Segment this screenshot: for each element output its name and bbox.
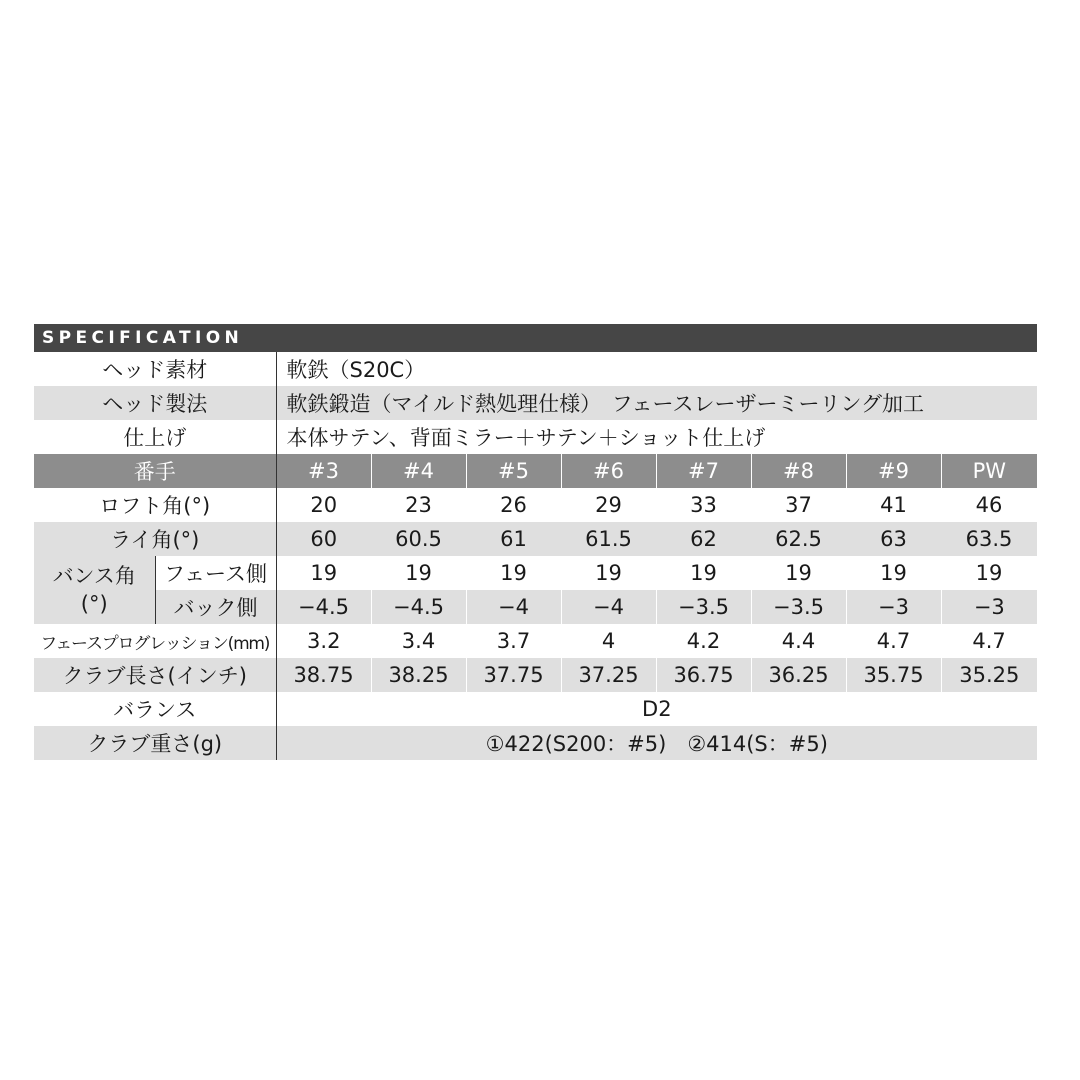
lie-cell: 61 [466,522,561,556]
value-finish: 本体サテン、背面ミラー＋サテン＋ショット仕上げ [286,426,766,450]
col-header: #9 [846,454,941,488]
progression-cell: 3.7 [496,629,531,653]
length-cell: 37.75 [466,658,561,692]
loft-cell: 29 [595,493,622,517]
bounce-back-cell: −4.5 [276,590,371,624]
label-bounce-line2: (°) [80,592,108,616]
label-finish: 仕上げ [34,420,276,454]
row-balance [34,692,1037,726]
row-length [34,658,1037,692]
row-bounce-back [34,590,1037,624]
length-cell: 36.25 [751,658,846,692]
row-bounce-face [34,556,1037,590]
loft-cell: 33 [690,493,717,517]
bounce-back-cell: −3.5 [751,590,846,624]
bounce-face-cell: 19 [595,561,622,585]
lie-cell: 60.5 [371,522,466,556]
value-head-method: 軟鉄鍛造（マイルド熱処理仕様） フェースレーザーミーリング加工 [276,386,1037,420]
row-lie [34,522,1037,556]
bounce-back-cell: −4.5 [371,590,466,624]
loft-cell: 46 [975,493,1003,517]
lie-cell: 61.5 [561,522,656,556]
lie-cell: 60 [276,522,371,556]
bounce-back-cell: −3 [846,590,941,624]
label-bounce-back: バック側 [155,590,276,624]
row-head-method [34,386,1037,420]
label-length: クラブ長さ(インチ) [34,658,276,692]
col-header: #5 [466,454,561,488]
bounce-face-cell: 19 [690,561,717,585]
loft-cell: 37 [785,493,812,517]
length-cell: 37.25 [561,658,656,692]
label-club-number: 番手 [34,454,276,488]
lie-cell: 62.5 [751,522,846,556]
progression-cell: 4.4 [781,629,816,653]
label-loft: ロフト角(°) [34,488,276,522]
bounce-back-cell: −4 [561,590,656,624]
loft-cell: 26 [500,493,527,517]
value-head-material: 軟鉄（S20C） [286,358,426,382]
col-header: #3 [276,454,371,488]
label-head-material: ヘッド素材 [34,352,276,386]
col-header: #7 [656,454,751,488]
loft-cell: 41 [880,493,907,517]
bounce-back-cell: −3.5 [656,590,751,624]
value-weight: ①422(S200：#5) ②414(S：#5) [276,726,1037,760]
bounce-face-cell: 19 [405,561,432,585]
value-balance: D2 [642,697,672,721]
bounce-face-cell: 19 [975,561,1003,585]
label-bounce [34,556,155,624]
spec-header: SPECIFICATION [34,324,1037,352]
length-cell: 35.75 [846,658,941,692]
label-bounce-line1: バンス角 [52,563,136,588]
length-cell: 38.75 [276,658,371,692]
lie-cell: 63.5 [941,522,1037,556]
bounce-face-cell: 19 [785,561,812,585]
progression-cell: 3.4 [401,629,436,653]
progression-cell: 4 [601,629,616,653]
col-header: #4 [371,454,466,488]
label-bounce-face: フェース側 [155,556,276,590]
label-progression: フェースプログレッション(mm) [34,624,276,658]
loft-cell: 20 [310,493,338,517]
row-progression [34,624,1037,658]
bounce-back-cell: −3 [941,590,1037,624]
length-cell: 38.25 [371,658,466,692]
col-header: PW [941,454,1037,488]
progression-cell: 3.2 [307,629,341,653]
length-cell: 35.25 [941,658,1037,692]
label-weight: クラブ重さ(g) [34,726,276,760]
loft-cell: 23 [405,493,432,517]
label-lie: ライ角(°) [34,522,276,556]
lie-cell: 62 [656,522,751,556]
bounce-back-cell: −4 [466,590,561,624]
bounce-face-cell: 19 [500,561,527,585]
progression-cell: 4.7 [972,629,1006,653]
progression-cell: 4.2 [686,629,721,653]
spec-table [34,324,1037,760]
spec-grid [34,352,1037,760]
col-header: #6 [561,454,656,488]
length-cell: 36.75 [656,658,751,692]
bounce-face-cell: 19 [880,561,907,585]
row-weight [34,726,1037,760]
label-balance: バランス [34,692,276,726]
progression-cell: 4.7 [876,629,911,653]
bounce-face-cell: 19 [310,561,338,585]
row-club-numbers [34,454,1037,488]
label-head-method: ヘッド製法 [34,386,276,420]
col-header: #8 [751,454,846,488]
row-loft [34,488,1037,522]
lie-cell: 63 [846,522,941,556]
row-finish [34,420,1037,454]
row-head-material [34,352,1037,386]
